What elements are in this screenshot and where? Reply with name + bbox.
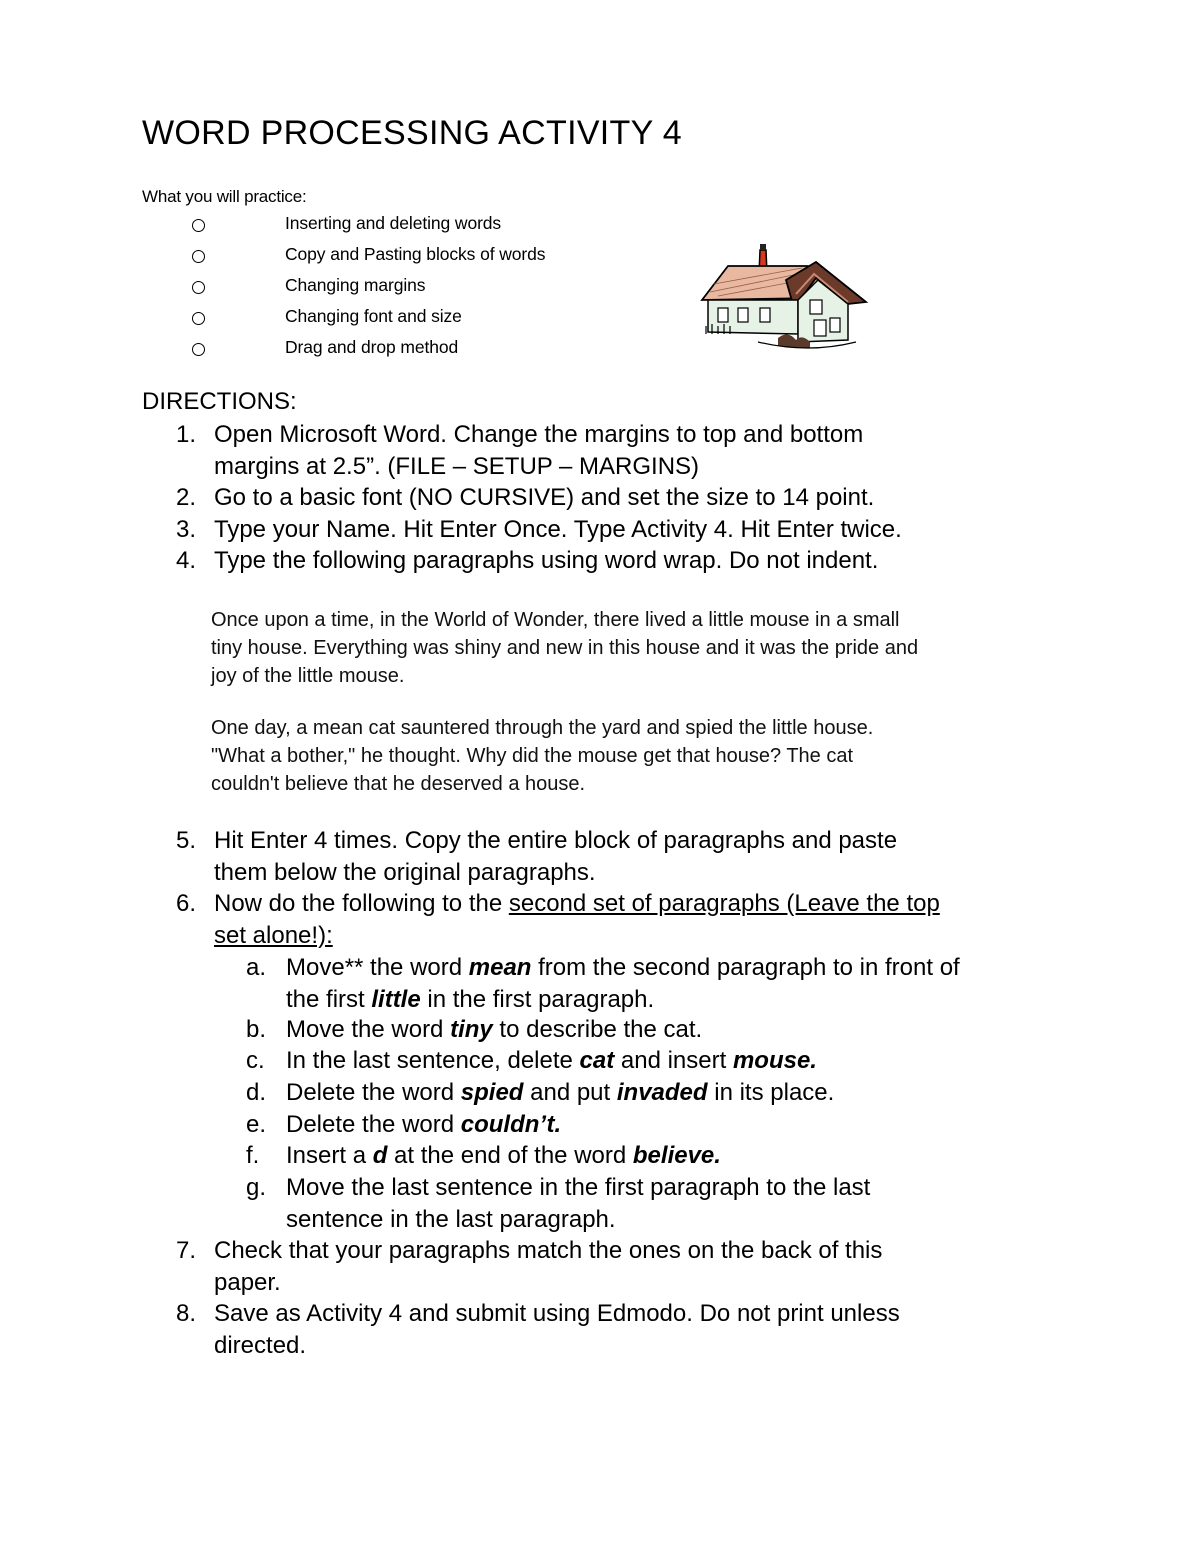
circle-bullet-icon [192,219,205,232]
page-title: WORD PROCESSING ACTIVITY 4 [142,114,682,152]
circle-bullet-icon [192,281,205,294]
directions-heading: DIRECTIONS: [142,388,297,415]
story-paragraph-1: Once upon a time, in the World of Wonder, there lived a little mouse in a small tiny house. Everything was shiny and new in this house and it was the pride and joy of the little mouse. [211,609,919,687]
story-paragraph-2: One day, a mean cat sauntered through the yard and spied the little house. "What a bother," he thought. Why did the mouse get that house? The cat couldn't believe that he deserved a house. [211,717,874,795]
document-page: WORD PROCESSING ACTIVITY 4 What you will practice: Inserting and deleting words Copy and Pasting blocks of words Changing margins Changing font and size Drag and drop method DIRECTIONS: 1. Open Microsoft Word. Change the margins to top and bottom margins at 2.5”. (FILE – SETUP – MARGINS) 2. Go to a basic font (NO CURSIVE) and set the size to 14 point. 3. Type your Name. Hit Enter Once. Type Activity 4. Hit Enter twice. 4. Type the following paragraphs using word wrap. Do not indent. Once upon a time, in the World of Wonder, there lived a little mouse in a small tiny house. Everything was shiny and new in this house and it was the pride and joy of the little mouse. One day, a mean cat sauntered through the yard and spied the little house. "What a bother," he thought. Why did the mouse get that house? The cat couldn't believe that he deserved a house. 5. Hit Enter 4 times. Copy the entire block of paragraphs and paste them below the original paragraphs. 6. Now do the following to the second set of paragraphs (Leave the top set alone!): a. Move** the word mean from the second paragraph to in front of the first little in the first paragraph. b. Move the word tiny to describe the cat. c. In the last sentence, delete cat and insert mouse. d. Delete the word spied and put invaded in its place. e. Delete the word couldn’t. f. Insert a d at the end of the word believe. g. Move the last sentence in the first paragraph to the last sentence in the last paragraph. 7. Check that your paragraphs match the ones on the back of this paper. 8. Save as Activity 4 and submit using Edmodo. Do not print unless directed. [142,114,960,1359]
house-clipart-icon [698,238,870,356]
circle-bullet-icon [192,312,205,325]
circle-bullet-icon [192,343,205,356]
circle-bullet-icon [192,250,205,263]
practice-label: What you will practice: [142,187,307,206]
